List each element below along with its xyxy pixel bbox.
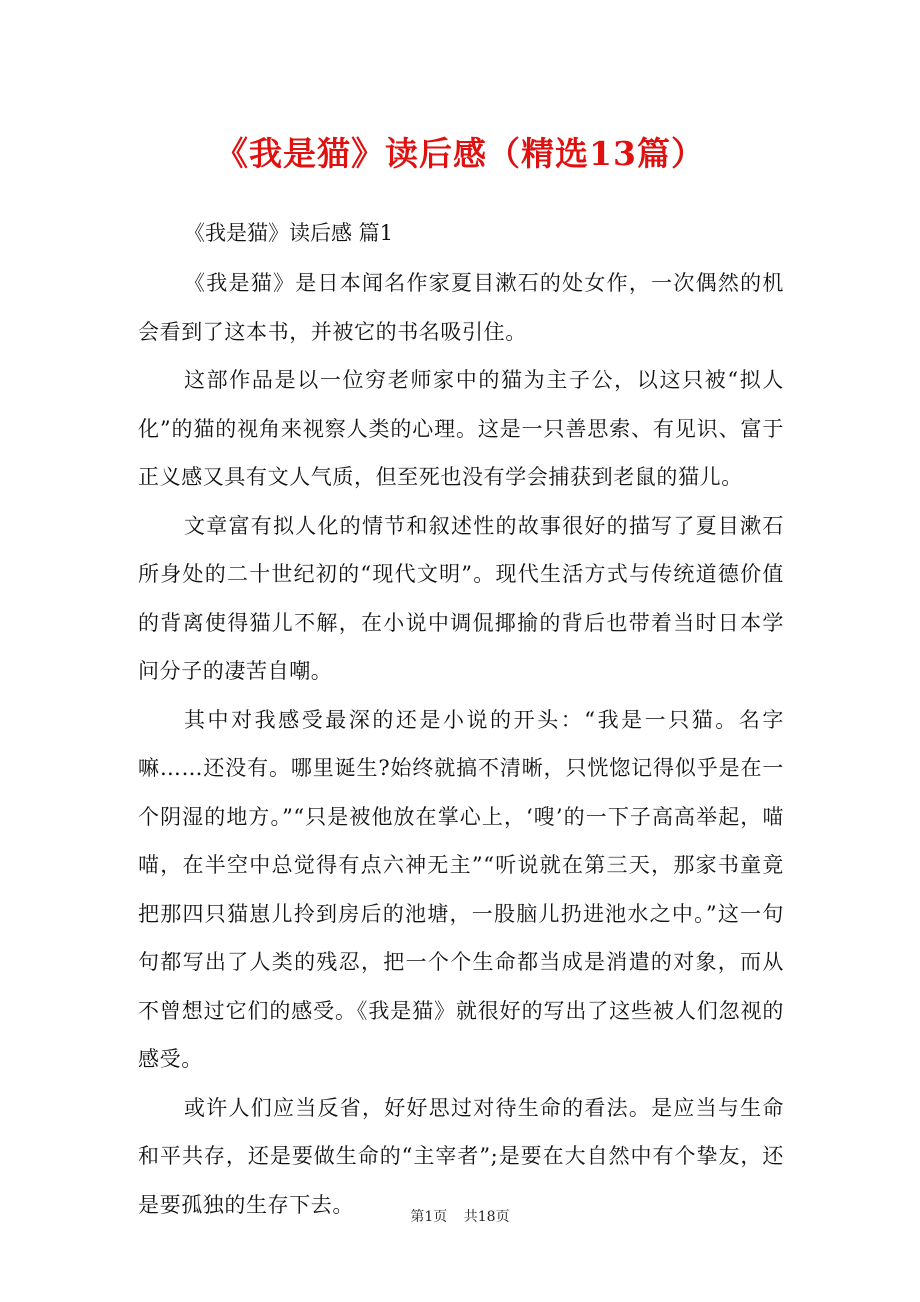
paragraph: 其中对我感受最深的还是小说的开头：“我是一只猫。名字嘛……还没有。哪里诞生?始终就搞不清晰，只恍惚记得似乎是在一个阴湿的地方。”“只是被他放在掌心上，‘嗖’的一下子高高举起，喵喵，在半空中总觉得有点六神无主”“听说就在第三天，那家书童竟把那四只猫崽儿拎到房后的池塘，一股脑儿扔进池水之中。”这一句句都写出了人类的残忍，把一个个生命都当成是消遣的对象，而从不曾想过它们的感受。《我是猫》就很好的写出了这些被人们忽视的感受。	[138, 707, 784, 1071]
page-footer	[0, 1206, 920, 1226]
document-body	[138, 214, 784, 1229]
paragraph: 文章富有拟人化的情节和叙述性的故事很好的描写了夏目漱石所身处的二十世纪初的“现代文明”。现代生活方式与传统道德价值的背离使得猫儿不解，在小说中调侃揶揄的背后也带着当时日本学问分子的凄苦自嘲。	[138, 513, 784, 683]
paragraph: 《我是猫》是日本闻名作家夏目漱石的处女作，一次偶然的机会看到了这本书，并被它的书名吸引住。	[138, 271, 784, 344]
page-number: 第1页	[410, 1209, 448, 1225]
paragraph: 或许人们应当反省，好好思过对待生命的看法。是应当与生命和平共存，还是要做生命的“主宰者”;是要在大自然中有个挚友，还是要孤独的生存下去。	[138, 1095, 784, 1217]
paragraph: 这部作品是以一位穷老师家中的猫为主子公，以这只被“拟人化”的猫的视角来视察人类的心理。这是一只善思索、有见识、富于正义感又具有文人气质，但至死也没有学会捕获到老鼠的猫儿。	[138, 368, 784, 489]
page-total: 共18页	[463, 1209, 510, 1225]
section-heading: 《我是猫》读后感 篇1	[184, 221, 394, 245]
document-title: 《我是猫》读后感（精选13篇）	[215, 134, 705, 173]
